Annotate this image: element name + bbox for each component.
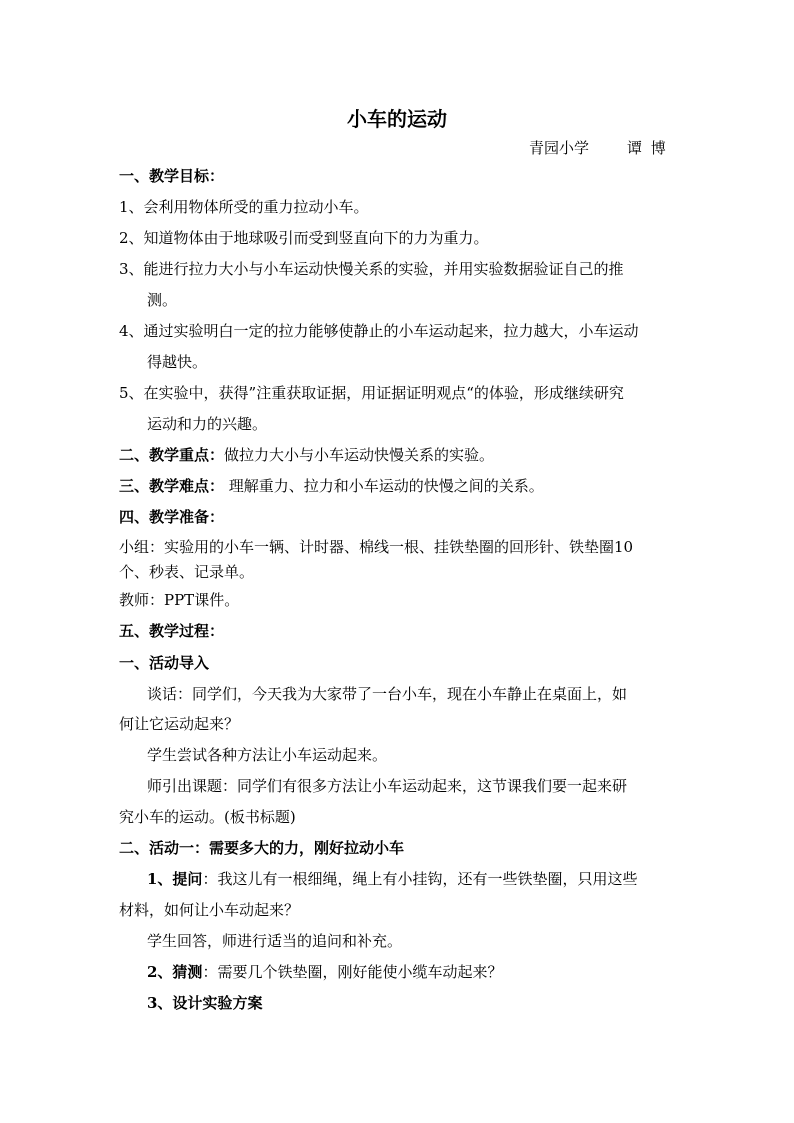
key-points-text: 做拉力大小与小车运动快慢关系的实验。 xyxy=(224,446,495,464)
question-label: 1、提问 xyxy=(147,870,203,888)
intro-para-2: 学生尝试各种方法让小车运动起来。 xyxy=(147,746,388,764)
guess-text: ：需要几个铁垫圈，刚好能使小缆车动起来？ xyxy=(202,963,503,981)
document-title: 小车的运动 xyxy=(347,107,447,131)
goal-4-line-1: 4、通过实验明白一定的拉力能够使静止的小车运动起来，拉力越大，小车运动 xyxy=(119,322,639,340)
goal-5-line-1: 5、在实验中，获得”注重获取证据，用证据证明观点“的体验，形成继续研究 xyxy=(119,384,624,402)
author-name: 谭 博 xyxy=(627,139,668,157)
prep-teacher: 教师：PPT课件。 xyxy=(119,591,240,609)
student-answer: 学生回答，师进行适当的追问和补充。 xyxy=(147,932,403,950)
activity-intro-heading: 一、活动导入 xyxy=(119,654,210,672)
goal-1: 1、会利用物体所受的重力拉动小车。 xyxy=(119,198,369,216)
intro-para-3-line-2: 究小车的运动。(板书标题) xyxy=(119,808,296,826)
goal-3-line-2: 测。 xyxy=(147,291,178,309)
section-heading-key-points: 二、教学重点： xyxy=(119,446,225,464)
intro-para-3-line-1: 师引出课题：同学们有很多方法让小车运动起来，这节课我们要一起来研 xyxy=(147,777,628,795)
section-heading-difficulties: 三、教学难点： xyxy=(119,477,225,495)
question-text: ：我这儿有一根细绳，绳上有小挂钩，还有一些铁垫圈，只用这些 xyxy=(202,870,638,888)
design-heading: 3、设计实验方案 xyxy=(147,994,263,1012)
difficulties-text: 理解重力、拉力和小车运动的快慢之间的关系。 xyxy=(224,477,544,495)
section-heading-goals: 一、教学目标： xyxy=(119,167,225,185)
guess-label: 2、猜测 xyxy=(147,963,203,981)
guess-line xyxy=(147,962,502,982)
intro-para-1-line-2: 何让它运动起来？ xyxy=(119,715,240,733)
goal-3-line-1: 3、能进行拉力大小与小车运动快慢关系的实验，并用实验数据验证自己的推 xyxy=(119,260,624,278)
question-line-2: 材料，如何让小车动起来？ xyxy=(119,901,300,919)
prep-group-line-2: 个、秒表、记录单。 xyxy=(119,563,255,581)
section-heading-preparation: 四、教学准备： xyxy=(119,508,225,526)
intro-para-1-line-1: 谈话：同学们，今天我为大家带了一台小车，现在小车静止在桌面上，如 xyxy=(147,685,628,703)
prep-group-line-1: 小组：实验用的小车一辆、计时器、棉线一根、挂铁垫圈的回形针、铁垫圈10 xyxy=(119,538,634,556)
goal-5-line-2: 运动和力的兴趣。 xyxy=(147,415,268,433)
goal-2: 2、知道物体由于地球吸引而受到竖直向下的力为重力。 xyxy=(119,229,489,247)
key-points xyxy=(119,445,494,465)
activity-one-heading: 二、活动一：需要多大的力，刚好拉动小车 xyxy=(119,839,405,857)
goal-4-line-2: 得越快。 xyxy=(147,353,208,371)
author-line xyxy=(529,138,668,158)
difficulties xyxy=(119,476,544,496)
section-heading-process: 五、教学过程： xyxy=(119,622,225,640)
question-line-1 xyxy=(147,869,637,889)
school-name: 青园小学 xyxy=(529,139,590,157)
